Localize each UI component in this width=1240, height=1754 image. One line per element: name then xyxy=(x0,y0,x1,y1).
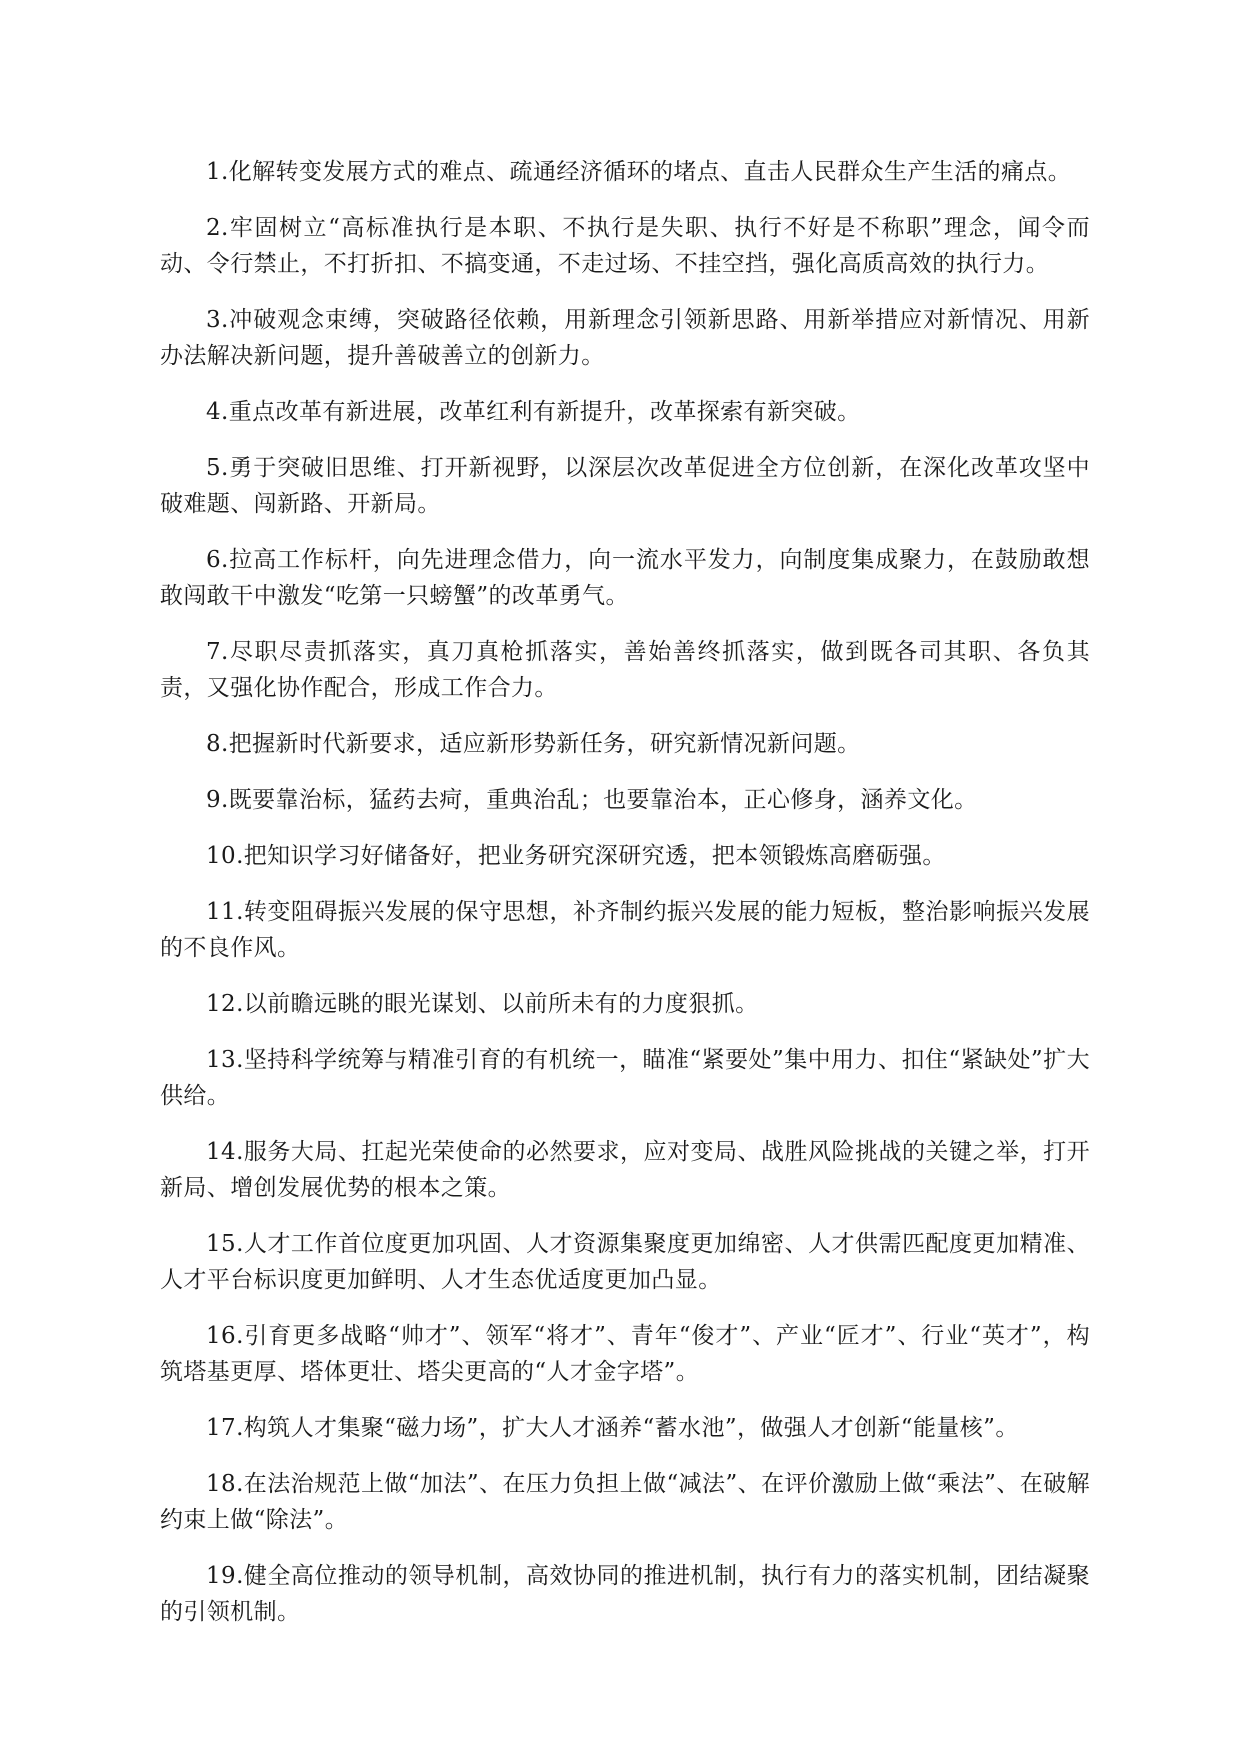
paragraph-7: 7.尽职尽责抓落实，真刀真枪抓落实，善始善终抓落实，做到既各司其职、各负其责，又强化协作配合，形成工作合力。 xyxy=(160,639,1090,701)
paragraph-15: 15.人才工作首位度更加巩固、人才资源集聚度更加绵密、人才供需匹配度更加精准、人才平台标识度更加鲜明、人才生态优适度更加凸显。 xyxy=(160,1231,1090,1293)
paragraph-10: 10.把知识学习好储备好，把业务研究深研究透，把本领锻炼高磨砺强。 xyxy=(206,843,946,869)
paragraph-16: 16.引育更多战略“帅才”、领军“将才”、青年“俊才”、产业“匠才”、行业“英才”，构筑塔基更厚、塔体更壮、塔尖更高的“人才金字塔”。 xyxy=(160,1323,1090,1385)
paragraph-12: 12.以前瞻远眺的眼光谋划、以前所未有的力度狠抓。 xyxy=(206,991,759,1017)
paragraph-3: 3.冲破观念束缚，突破路径依赖，用新理念引领新思路、用新举措应对新情况、用新办法解决新问题，提升善破善立的创新力。 xyxy=(160,307,1090,369)
paragraph-18: 18.在法治规范上做“加法”、在压力负担上做“减法”、在评价激励上做“乘法”、在破解约束上做“除法”。 xyxy=(160,1471,1090,1533)
paragraph-6: 6.拉高工作标杆，向先进理念借力，向一流水平发力，向制度集成聚力，在鼓励敢想敢闯敢干中激发“吃第一只螃蟹”的改革勇气。 xyxy=(160,547,1090,609)
paragraph-14: 14.服务大局、扛起光荣使命的必然要求，应对变局、战胜风险挑战的关键之举，打开新局、增创发展优势的根本之策。 xyxy=(160,1139,1090,1201)
paragraph-5: 5.勇于突破旧思维、打开新视野，以深层次改革促进全方位创新，在深化改革攻坚中破难题、闯新路、开新局。 xyxy=(160,455,1090,517)
document-body xyxy=(160,154,1090,1650)
paragraph-19: 19.健全高位推动的领导机制，高效协同的推进机制，执行有力的落实机制，团结凝聚的引领机制。 xyxy=(160,1563,1090,1625)
paragraph-9: 9.既要靠治标，猛药去疴，重典治乱；也要靠治本，正心修身，涵养文化。 xyxy=(206,787,978,813)
paragraph-17: 17.构筑人才集聚“磁力场”，扩大人才涵养“蓄水池”，做强人才创新“能量核”。 xyxy=(206,1415,1019,1441)
paragraph-2: 2.牢固树立“高标准执行是本职、不执行是失职、执行不好是不称职”理念，闻令而动、令行禁止，不打折扣、不搞变通，不走过场、不挂空挡，强化高质高效的执行力。 xyxy=(160,215,1090,277)
paragraph-4: 4.重点改革有新进展，改革红利有新提升，改革探索有新突破。 xyxy=(206,399,861,425)
paragraph-1: 1.化解转变发展方式的难点、疏通经济循环的堵点、直击人民群众生产生活的痛点。 xyxy=(206,159,1072,185)
paragraph-13: 13.坚持科学统筹与精准引育的有机统一，瞄准“紧要处”集中用力、扣住“紧缺处”扩大供给。 xyxy=(160,1047,1090,1109)
paragraph-11: 11.转变阻碍振兴发展的保守思想，补齐制约振兴发展的能力短板，整治影响振兴发展的不良作风。 xyxy=(160,899,1090,961)
paragraph-8: 8.把握新时代新要求，适应新形势新任务，研究新情况新问题。 xyxy=(206,731,861,757)
